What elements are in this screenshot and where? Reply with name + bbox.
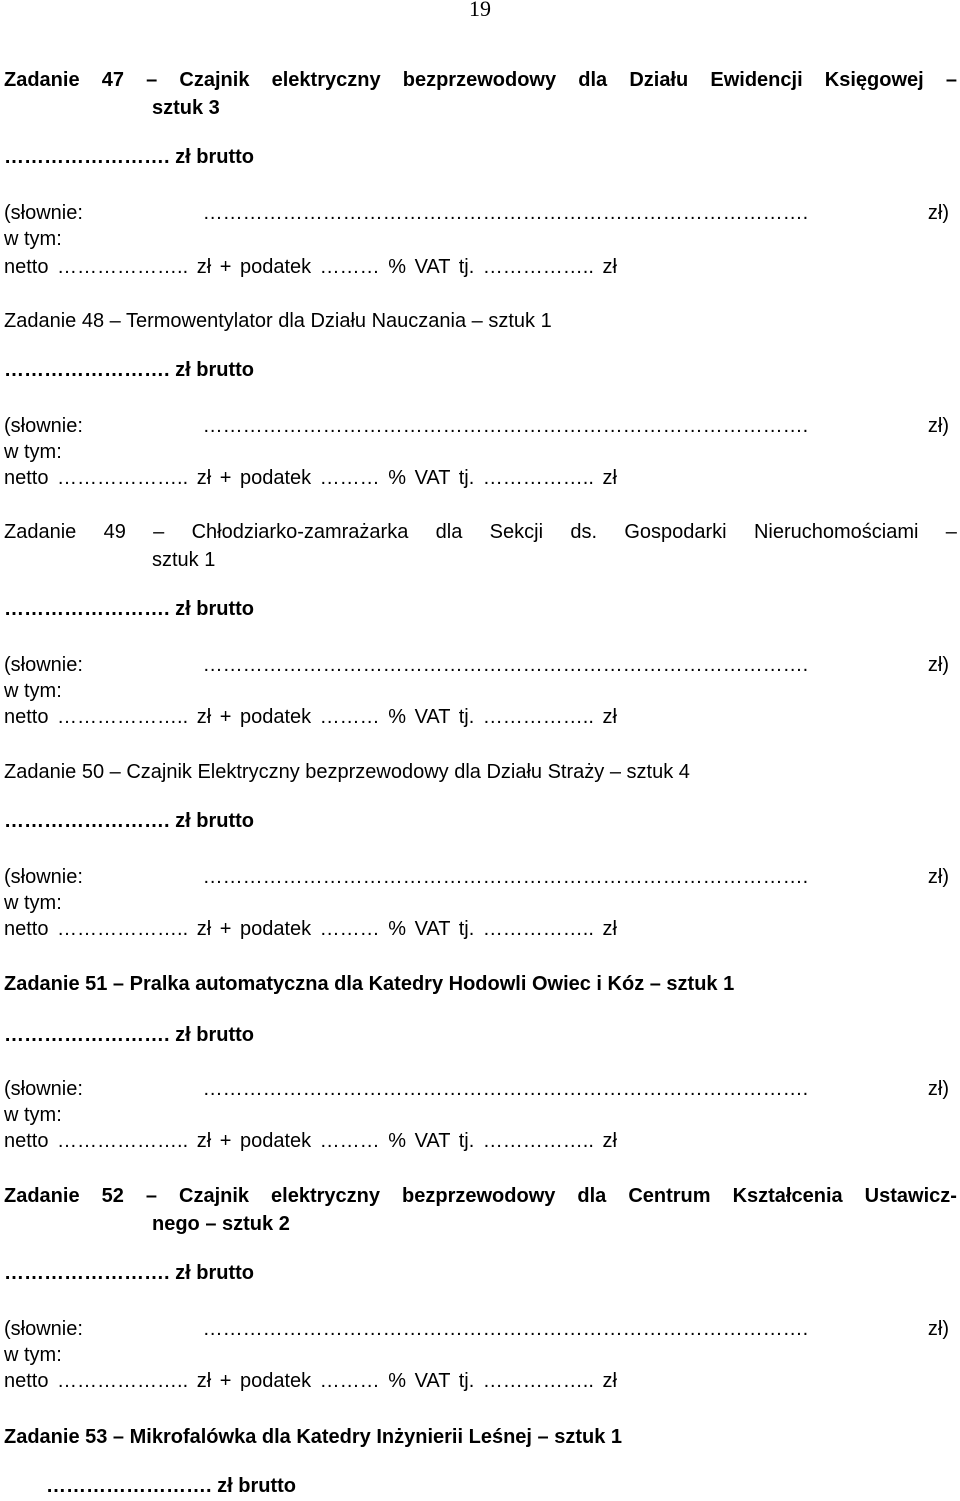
task-53: [4, 1423, 957, 1497]
price-brutto-field[interactable]: ……………………. zł brutto: [4, 1024, 254, 1046]
task-heading: [4, 307, 957, 335]
slownie-label: (słownie:: [4, 1078, 83, 1100]
task-heading-line1: Zadanie 48 – Termowentylator dla Działu Nauczania – sztuk 1: [4, 310, 552, 332]
w-tym-label: w tym:: [4, 441, 62, 463]
slownie-label: (słownie:: [4, 1318, 83, 1340]
w-tym-label: w tym:: [4, 1104, 62, 1126]
task-heading: [4, 970, 957, 998]
task-51: [4, 970, 957, 1152]
slownie-dots: ……………………………………………………………………………….: [202, 1078, 809, 1100]
task-48: [4, 307, 957, 489]
price-brutto-field[interactable]: ……………………. zł brutto: [4, 1262, 254, 1284]
heading-word: –: [153, 521, 165, 543]
w-tym-label: w tym:: [4, 228, 62, 250]
task-heading-line1: Zadanie 50 – Czajnik Elektryczny bezprzewodowy dla Działu Straży – sztuk 4: [4, 761, 690, 783]
slownie-label: (słownie:: [4, 415, 83, 437]
heading-word: Zadanie: [4, 521, 77, 543]
heading-word: elektryczny: [271, 1185, 381, 1207]
slownie-close: zł): [927, 866, 949, 888]
slownie-label: (słownie:: [4, 202, 83, 224]
heading-word: –: [145, 1185, 157, 1207]
heading-word: bezprzewodowy: [402, 69, 557, 91]
heading-word: elektryczny: [271, 69, 381, 91]
heading-word: Księgowej: [824, 69, 924, 91]
netto-vat-line[interactable]: netto ……………….. zł + podatek ……… % VAT tj. …………….. zł: [4, 467, 617, 489]
task-50: [4, 758, 957, 940]
slownie-close: zł): [927, 202, 949, 224]
slownie-label: (słownie:: [4, 866, 83, 888]
slownie-dots: ……………………………………………………………………………….: [202, 415, 809, 437]
slownie-close: zł): [927, 654, 949, 676]
slownie-dots: ……………………………………………………………………………….: [202, 654, 809, 676]
heading-word: Czajnik: [179, 1185, 250, 1207]
heading-word: Nieruchomościami: [753, 521, 919, 543]
slownie-dots: ……………………………………………………………………………….: [202, 1318, 809, 1340]
task-heading-line1: Zadanie 51 – Pralka automatyczna dla Katedry Hodowli Owiec i Kóz – sztuk 1: [4, 973, 735, 995]
slownie-dots: ……………………………………………………………………………….: [202, 866, 809, 888]
netto-vat-line[interactable]: netto ……………….. zł + podatek ……… % VAT tj. …………….. zł: [4, 256, 617, 278]
task-heading-line2: sztuk 3: [152, 97, 220, 119]
heading-word: Zadanie: [4, 1185, 80, 1207]
heading-word: dla: [435, 521, 463, 543]
heading-word: –: [945, 521, 957, 543]
netto-vat-line[interactable]: netto ……………….. zł + podatek ……… % VAT tj. …………….. zł: [4, 706, 617, 728]
netto-vat-line[interactable]: netto ……………….. zł + podatek ……… % VAT tj. …………….. zł: [4, 1370, 617, 1392]
heading-word: dla: [578, 69, 608, 91]
task-heading: [4, 518, 957, 574]
slownie-dots: ……………………………………………………………………………….: [202, 202, 809, 224]
task-52: [4, 1182, 957, 1392]
heading-word: Działu: [629, 69, 689, 91]
heading-word: ds.: [570, 521, 598, 543]
heading-word: Gospodarki: [624, 521, 727, 543]
task-47: [4, 66, 957, 278]
task-heading: [4, 1182, 957, 1238]
slownie-close: zł): [927, 1078, 949, 1100]
heading-word: 47: [101, 69, 124, 91]
heading-word: Centrum: [628, 1185, 711, 1207]
task-heading: [4, 758, 957, 786]
heading-word: –: [146, 69, 158, 91]
netto-vat-line[interactable]: netto ……………….. zł + podatek ……… % VAT tj. …………….. zł: [4, 1130, 617, 1152]
heading-word: dla: [577, 1185, 607, 1207]
heading-word: 52: [101, 1185, 124, 1207]
netto-vat-line[interactable]: netto ……………….. zł + podatek ……… % VAT tj. …………….. zł: [4, 918, 617, 940]
task-heading-line2: sztuk 1: [152, 549, 216, 571]
w-tym-label: w tym:: [4, 892, 62, 914]
heading-word: Ewidencji: [710, 69, 803, 91]
w-tym-label: w tym:: [4, 1344, 62, 1366]
task-heading: [4, 1423, 957, 1451]
heading-word: bezprzewodowy: [402, 1185, 556, 1207]
amount-in-words-field[interactable]: [4, 415, 949, 438]
w-tym-label: w tym:: [4, 680, 62, 702]
price-brutto-field[interactable]: ……………………. zł brutto: [4, 810, 254, 832]
price-brutto-field[interactable]: ……………………. zł brutto: [46, 1475, 296, 1497]
amount-in-words-field[interactable]: [4, 202, 949, 225]
page-number: 19: [469, 0, 491, 21]
amount-in-words-field[interactable]: [4, 654, 949, 677]
heading-word: –: [945, 69, 957, 91]
price-brutto-field[interactable]: ……………………. zł brutto: [4, 146, 254, 168]
price-brutto-field[interactable]: ……………………. zł brutto: [4, 598, 254, 620]
price-brutto-field[interactable]: ……………………. zł brutto: [4, 359, 254, 381]
slownie-close: zł): [927, 1318, 949, 1340]
amount-in-words-field[interactable]: [4, 866, 949, 889]
task-heading-line2: nego – sztuk 2: [152, 1213, 290, 1235]
heading-word: Czajnik: [179, 69, 250, 91]
task-heading: [4, 66, 957, 122]
amount-in-words-field[interactable]: [4, 1078, 949, 1101]
heading-word: Kształcenia: [732, 1185, 843, 1207]
heading-word: Chłodziarko-zamrażarka: [191, 521, 409, 543]
slownie-close: zł): [927, 415, 949, 437]
task-49: [4, 518, 957, 728]
amount-in-words-field[interactable]: [4, 1318, 949, 1341]
slownie-label: (słownie:: [4, 654, 83, 676]
heading-word: Zadanie: [4, 69, 80, 91]
heading-word: 49: [103, 521, 126, 543]
task-heading-line1: Zadanie 53 – Mikrofalówka dla Katedry Inżynierii Leśnej – sztuk 1: [4, 1426, 622, 1448]
heading-word: Ustawicz-: [864, 1185, 957, 1207]
heading-word: Sekcji: [489, 521, 544, 543]
